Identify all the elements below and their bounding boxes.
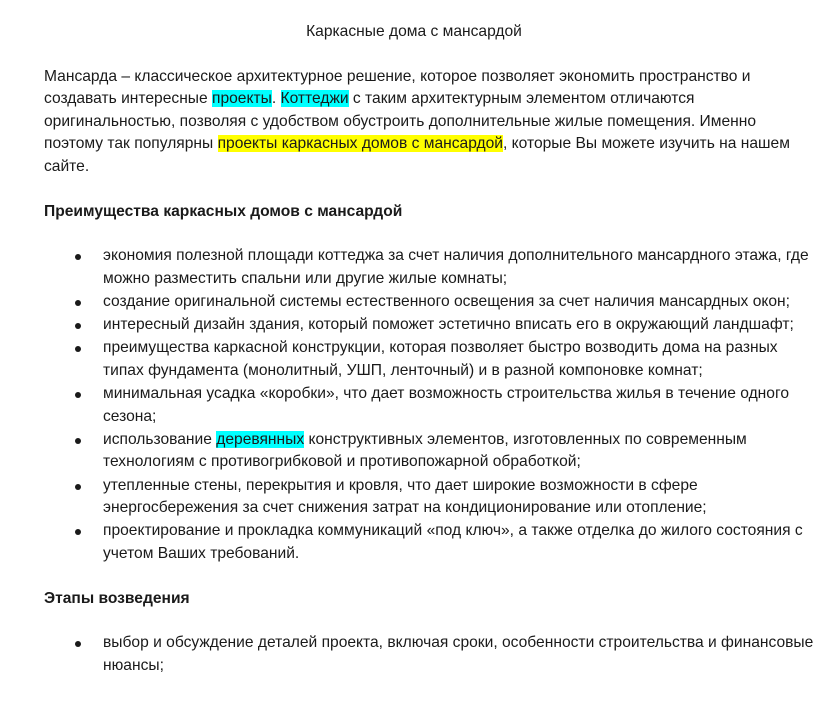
bullet-icon [75,438,81,444]
list-item-text: выбор и обсуждение деталей проекта, включая сроки, особенности строительства и финансовые нюансы; [103,634,814,674]
intro-text-4: , которые Вы можете изучить на нашем сайте. [44,135,790,175]
list-item [44,291,814,314]
list-item [44,245,814,290]
bullet-icon [75,323,81,329]
advantages-list [44,245,814,565]
intro-text-2: . [271,90,281,108]
list-item [44,337,814,382]
bullet-icon [75,484,81,490]
list-item-text: экономия полезной площади коттеджа за счет наличия дополнительного мансардного этажа, где можно разместить спальни или другие жилые комнаты; [103,247,809,287]
bullet-icon [75,641,81,647]
bullet-icon [75,300,81,306]
list-item [44,632,814,677]
bullet-icon [75,254,81,260]
bullet-icon [75,529,81,535]
list-item-text: утепленные стены, перекрытия и кровля, что дает широкие возможности в сфере энергосбережения за счет снижения затрат на кондиционирование или отопление; [103,476,707,517]
list-item [44,475,814,520]
list-item [44,314,814,337]
list-item-text-after: конструктивных элементов, изготовленных по современным технологиям с противогрибковой и противопожарной обработкой; [103,430,747,471]
intro-text-3: с таким архитектурным элементом отличаются оригинальностью, позволяя с удобством обустроить дополнительные жилые помещения. Именно поэтому так популярны [44,90,757,153]
list-item [44,520,814,565]
list-item-text: минимальная усадка «коробки», что дает возможность строительства жилья в течение одного сезона; [103,385,789,425]
document-page [44,21,814,699]
stages-list [44,632,814,677]
advantages-heading: Преимущества каркасных домов с мансардой [44,202,403,220]
list-item-text: интересный дизайн здания, который поможет эстетично вписать его в окружающий ландшафт; [103,316,794,334]
list-item [44,383,814,428]
list-item [44,429,814,474]
list-item-text: преимущества каркасной конструкции, которая позволяет быстро возводить дома на разных типах фундамента (монолитный, УШП, ленточный) и в разной компоновке комнат; [103,339,778,379]
highlighted-phrase-frame-house-projects: проекты каркасных домов с мансардой [217,135,503,153]
highlighted-word-projects: проекты [212,90,272,108]
list-item-text: проектирование и прокладка коммуникаций «под ключ», а также отделка до жилого состояния с учетом Ваших требований. [103,522,803,563]
highlighted-word-wooden: деревянных [216,430,305,448]
list-item-text-before: использование [103,430,217,448]
intro-paragraph [44,66,814,179]
list-item-text: создание оригинальной системы естественного освещения за счет наличия мансардных окон; [103,292,790,310]
bullet-icon [75,392,81,398]
highlighted-word-cottages: Коттеджи [280,90,349,108]
bullet-icon [75,346,81,352]
intro-text-1: Мансарда – классическое архитектурное решение, которое позволяет экономить пространство и создавать интересные [44,67,751,108]
stages-heading: Этапы возведения [44,589,190,607]
document-title: Каркасные дома с мансардой [306,23,522,40]
